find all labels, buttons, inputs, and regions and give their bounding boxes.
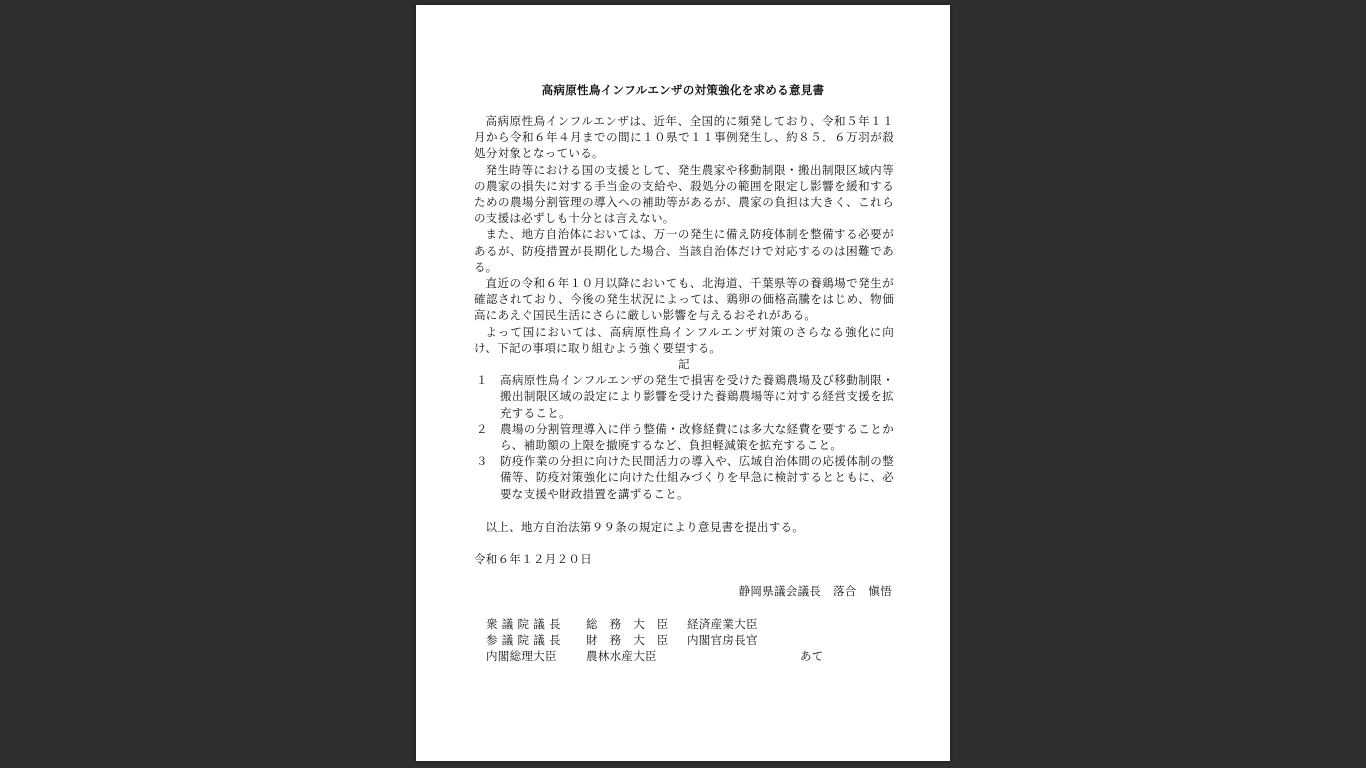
paragraph-1: 高病原性鳥インフルエンザは、近年、全国的に頻発しており、令和５年１１月から令和６年４月までの間に１０県で１１事例発生し、約８５．６万羽が殺処分対象となっている。: [474, 114, 894, 161]
closing-statement: 以上、地方自治法第９９条の規定により意見書を提出する。: [485, 520, 805, 534]
item-number: １: [476, 373, 488, 388]
addressee: 衆 議 院 議 長: [486, 617, 561, 631]
item-text: 高病原性鳥インフルエンザの発生で損害を受けた養鶏農場及び移動制限・搬出制限区域の設定により影響を受けた養鶏農場等に対する経営支援を拡充すること。: [500, 373, 894, 420]
paragraph-3: また、地方自治体においては、万一の発生に備え防疫体制を整備する必要があるが、防疫措置が長期化した場合、当該自治体だけで対応するのは困難である。: [474, 227, 894, 274]
item-text: 農場の分割管理導入に伴う整備・改修経費には多大な経費を要することから、補助額の上限を撤廃するなど、負担軽減策を拡充すること。: [500, 421, 894, 453]
document-page: [416, 5, 950, 761]
item-number: ３: [476, 454, 488, 469]
paragraph-5: よって国においては、高病原性鳥インフルエンザ対策のさらなる強化に向け、下記の事項に取り組むよう強く要望する。: [474, 324, 894, 355]
request-item-1: [474, 372, 894, 421]
document-body: [474, 113, 894, 502]
addressee: 総 務 大 臣: [586, 617, 669, 631]
addressee: 財 務 大 臣: [586, 633, 669, 648]
signer: 静岡県議会議長 落合 愼悟: [738, 584, 892, 598]
addressee-row: [486, 616, 830, 632]
document-title: 高病原性鳥インフルエンザの対策強化を求める意見書: [541, 83, 825, 97]
addressee-row: [486, 632, 830, 648]
item-number: ２: [476, 421, 488, 436]
addressee-list: [486, 616, 830, 665]
item-text: 防疫作業の分担に向けた民間活力の導入や、広域自治体間の応援体制の整備等、防疫対策強化に向けた仕組みづくりを早急に検討するとともに、必要な支援や財政措置を講ずること。: [500, 454, 894, 501]
addressee: 農林水産大臣: [586, 649, 657, 664]
addressee: [687, 648, 800, 664]
request-item-2: [474, 421, 894, 453]
addressee: 内閣官房長官: [687, 633, 758, 648]
request-items: [474, 372, 894, 502]
addressee: 内閣総理大臣: [486, 649, 557, 664]
document-date: 令和６年１２月２０日: [474, 552, 592, 566]
addressee: 経済産業大臣: [687, 617, 758, 631]
paragraph-4: 直近の令和６年１０月以降においても、北海道、千葉県等の養鶏場で発生が確認されており、今後の発生状況によっては、鶏卵の価格高騰をはじめ、物価高にあえぐ国民生活にさらに厳しい影響を与えるおそれがある。: [474, 276, 894, 323]
paragraph-2: 発生時等における国の支援として、発生農家や移動制限・搬出制限区域内等の農家の損失に対する手当金の支給や、殺処分の範囲を限定し影響を緩和するための農場分割管理の導入への補助等があるが、農家の負担は大きく、これらの支援は必ずしも十分とは言えない。: [474, 162, 894, 226]
request-item-3: [474, 453, 894, 502]
addressee-ate: あて: [800, 649, 824, 664]
addressee-row: [486, 648, 830, 664]
addressee: 参 議 院 議 長: [486, 633, 561, 648]
ki-heading: 記: [678, 357, 690, 372]
